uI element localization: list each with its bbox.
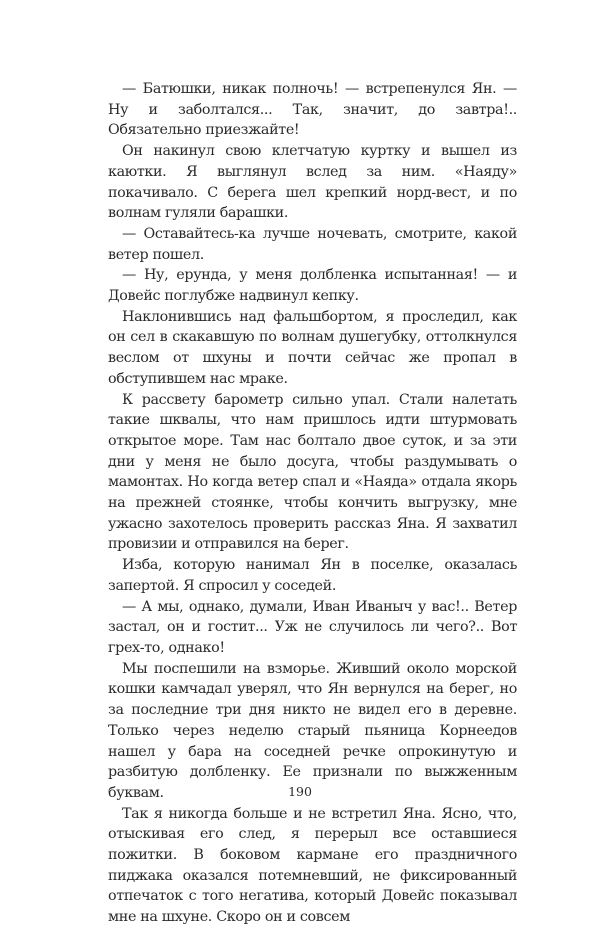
paragraph-5: Наклонившись над фальшбортом, я проследил, как он сел в скакавшую по волнам душегубку, оттолкнулся веслом от шхуны и почти сейчас же пропал в обступившем нас мраке. — [108, 308, 517, 387]
paragraph-1: — Батюшки, никак полночь! — встрепенулся Ян. — Ну и заболтался... Так, значит, до завтра!.. Обязательно приезжайте! — [108, 81, 517, 139]
page-number: 190 — [288, 784, 312, 799]
paragraph-9: Мы поспешили на взморье. Живший около морской кошки камчадал уверял, что Ян вернулся на берег, но за последние три дня никто не видел его в деревне. Только через неделю старый пьяница Корнеедов нашел у бара на соседней речке опрокинутую и разбитую долбленку. Ее признали по выжженным буквам. — [108, 660, 517, 801]
paragraph-2: Он накинул свою клетчатую куртку и вышел из каютки. Я выглянул вслед за ним. «Наяду» покачивало. С берега шел крепкий норд-вест, и по волнам гуляли барашки. — [108, 143, 517, 222]
paragraph-4: — Ну, ерунда, у меня долбленка испытанная! — и Довейс поглубже надвинул кепку. — [108, 267, 517, 305]
paragraph-10: Так я никогда больше и не встретил Яна. Ясно, что, отыскивая его след, я перерыл все оставшиеся пожитки. В боковом кармане его праздничного пиджака оказался потемневший, не фиксированный отпечаток с того негатива, который Довейс показывал мне на шхуне. Скоро он и совсем — [108, 805, 517, 926]
paragraph-8: — А мы, однако, думали, Иван Иваныч у вас!.. Ветер застал, он и гостит... Уж не случилось ли чего?.. Вот грех-то, однако! — [108, 598, 517, 656]
paragraph-6: К рассвету барометр сильно упал. Стали налетать такие шквалы, что нам пришлось идти штурмовать открытое море. Там нас болтало двое суток, и за эти дни у меня не было досуга, чтобы раздумывать о мамонтах. Но когда ветер спал и «Наяда» отдала якорь на прежней стоянке, чтобы кончить выгрузку, мне ужасно захотелось проверить рассказ Яна. Я захватил провизии и отправился на берег. — [108, 391, 517, 553]
paragraph-3: — Оставайтесь-ка лучше ночевать, смотрите, какой ветер пошел. — [108, 225, 517, 263]
paragraph-7: Изба, которую нанимал Ян в поселке, оказалась запертой. Я спросил у соседей. — [108, 557, 517, 594]
body-text — [108, 79, 517, 928]
